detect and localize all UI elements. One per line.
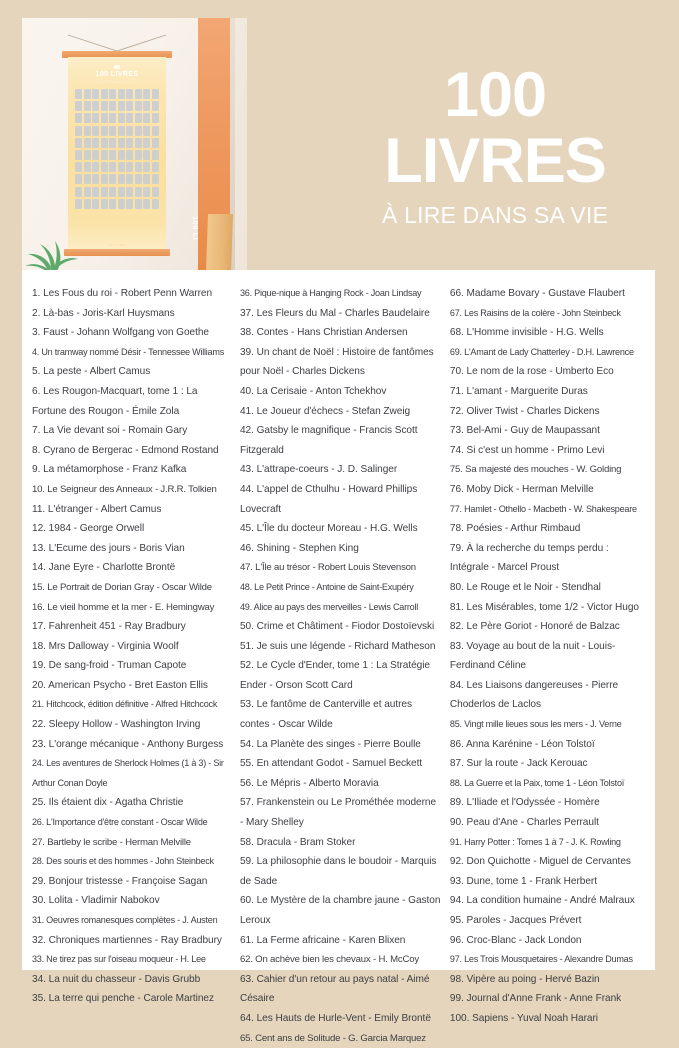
book-list-item: 91. Harry Potter : Tomes 1 à 7 - J. K. Rowling (449, 836, 621, 847)
book-list-item: 39. Un chant de Noël : Histoire de fantômes pour Noël - Charles Dickens (239, 346, 437, 378)
book-list-item: 97. Les Trois Mousquetaires - Alexandre Dumas (449, 954, 633, 965)
book-list-item: 87. Sur la route - Jack Kerouac (449, 758, 588, 770)
book-list-item: 50. Crime et Châtiment - Fiodor Dostoïevski (239, 621, 435, 633)
book-list-item: 44. L'appel de Cthulhu - Howard Phillips Lovecraft (239, 483, 420, 515)
scratch-cell (109, 150, 116, 160)
scratch-cell (101, 150, 108, 160)
book-list-item: 86. Anna Karénine - Léon Tolstoï (449, 738, 595, 750)
scratch-cell (101, 174, 108, 184)
scratch-cell (118, 126, 125, 136)
scratch-cell (118, 113, 125, 123)
poster-subtitle: À LIRE DANS SA VIE (96, 80, 138, 84)
book-list-item: 19. De sang-froid - Truman Capote (32, 660, 187, 672)
scratch-cell (92, 138, 99, 148)
scratch-cell (109, 162, 116, 172)
scratch-cell (84, 162, 91, 172)
book-list-item: 16. Le vieil homme et la mer - E. Hemingway (32, 601, 215, 613)
scratch-cell (84, 187, 91, 197)
scratch-cell (101, 199, 108, 209)
scratch-cell (84, 199, 91, 209)
scratch-cell (84, 150, 91, 160)
book-list-item: 58. Dracula - Bram Stoker (239, 836, 356, 848)
book-list-item: 34. La nuit du chasseur - Davis Grubb (32, 973, 201, 985)
book-list-item: 60. Le Mystère de la chambre jaune - Gaston Leroux (239, 895, 444, 926)
scratch-cell (118, 101, 125, 111)
book-list-item: 40. La Cerisaie - Anton Tchekhov (239, 385, 387, 397)
book-list-item: 79. À la recherche du temps perdu : Intégrale - Marcel Proust (449, 542, 612, 574)
book-list-item: 78. Poésies - Arthur Rimbaud (449, 523, 581, 535)
book-list-item: 70. Le nom de la rose - Umberto Eco (449, 366, 614, 378)
book-list-item: 9. La métamorphose - Franz Kafka (32, 464, 187, 476)
book-list-item: 65. Cent ans de Solitude - G. Garcia Marquez (239, 1032, 426, 1044)
scratch-cell (143, 113, 150, 123)
book-list-columns (22, 276, 655, 1048)
poster-footer: 100 LIVRES (106, 243, 128, 247)
scratch-cell (143, 126, 150, 136)
book-list-item: 74. Si c'est un homme - Primo Levi (449, 444, 605, 456)
scratch-cell (143, 89, 150, 99)
scratch-cell (152, 126, 159, 136)
scratch-cell (109, 199, 116, 209)
scratch-cell (143, 199, 150, 209)
book-list-item: 52. Le Cycle d'Ender, tome 1 : La Stratégie Ender - Orson Scott Card (239, 660, 433, 691)
book-list-item: 38. Contes - Hans Christian Andersen (239, 327, 408, 339)
book-list-item: 84. Les Liaisons dangereuses - Pierre Choderlos de Laclos (449, 679, 621, 711)
book-list-item: 76. Moby Dick - Herman Melville (449, 483, 594, 495)
scratch-cell (118, 138, 125, 148)
scratch-cell (143, 101, 150, 111)
scratch-cell (143, 187, 150, 197)
book-list-item: 1. Les Fous du roi - Robert Penn Warren (32, 288, 213, 299)
plant-icon (24, 233, 82, 272)
headline-livres: LIVRES (384, 125, 606, 196)
scratch-cell (135, 150, 142, 160)
scratch-cell (135, 126, 142, 136)
scratch-cell (84, 174, 91, 184)
scratch-cell (92, 199, 99, 209)
book-list-item: 59. La philosophie dans le boudoir - Marquis de Sade (239, 856, 440, 887)
book-list-item: 41. Le Joueur d'échecs - Stefan Zweig (239, 405, 411, 417)
book-list-item: 6. Les Rougon-Macquart, tome 1 : La Fortune des Rougon - Émile Zola (32, 385, 201, 417)
scratch-cell (92, 113, 99, 123)
poster-photo (22, 18, 247, 272)
headline-block (335, 60, 655, 229)
book-list-item: 71. L'amant - Marguerite Duras (449, 385, 588, 397)
poster-logo-icon (114, 65, 120, 69)
book-list-item: 28. Des souris et des hommes - John Steinbeck (32, 856, 214, 867)
book-list-item: 12. 1984 - George Orwell (32, 523, 145, 535)
poster-hanging-string-icon (62, 31, 172, 53)
scratch-cell (101, 89, 108, 99)
book-list-item: 77. Hamlet - Othello - Macbeth - W. Shakespeare (449, 503, 637, 514)
scratch-cell (118, 174, 125, 184)
scratch-cell (135, 113, 142, 123)
scratch-cell (92, 174, 99, 184)
book-list-item: 31. Oeuvres romanesques complètes - J. Austen (32, 915, 218, 925)
scratch-cell (75, 187, 82, 197)
scratch-cell (84, 113, 91, 123)
scratch-cell (126, 113, 133, 123)
book-list-item: 7. La Vie devant soi - Romain Gary (32, 425, 188, 437)
book-list-item: 37. Les Fleurs du Mal - Charles Baudelaire (239, 307, 430, 319)
scratch-cell (92, 89, 99, 99)
scratch-cell (75, 199, 82, 209)
book-list-item: 2. Là-bas - Joris-Karl Huysmans (32, 307, 175, 319)
scratch-cell (126, 162, 133, 172)
book-list-item: 35. La terre qui penche - Carole Martinez (32, 993, 214, 1005)
book-list-item: 13. L'Ecume des jours - Boris Vian (32, 542, 185, 554)
book-list-item: 69. L'Amant de Lady Chatterley - D.H. Lawrence (449, 346, 634, 357)
book-list-item: 61. La Ferme africaine - Karen Blixen (239, 934, 406, 946)
scratch-cell (126, 150, 133, 160)
scratch-cell (135, 162, 142, 172)
scratch-cell (75, 126, 82, 136)
scratch-cell (135, 138, 142, 148)
scratch-cell (135, 199, 142, 209)
book-list-item: 82. Le Père Goriot - Honoré de Balzac (449, 621, 620, 633)
scratch-cell (109, 101, 116, 111)
book-list-item: 85. Vingt mille lieues sous les mers - J. Verne (449, 719, 622, 730)
hanging-poster (68, 51, 166, 256)
scratch-cell (126, 187, 133, 197)
book-list-item: 5. La peste - Albert Camus (32, 366, 151, 378)
scratch-cell (135, 101, 142, 111)
headline-100: 100 (443, 60, 547, 130)
book-list-column-1 (32, 284, 240, 1048)
scratch-cell (152, 89, 159, 99)
scratch-cell (109, 138, 116, 148)
book-list-item: 33. Ne tirez pas sur l'oiseau moqueur - H. Lee (32, 954, 206, 965)
book-list-item: 83. Voyage au bout de la nuit - Louis-Ferdinand Céline (449, 640, 616, 672)
scratch-cell (118, 187, 125, 197)
scratch-cell (75, 162, 82, 172)
book-list-item: 54. La Planète des singes - Pierre Boulle (239, 738, 421, 750)
scratch-cell (101, 113, 108, 123)
book-list-item: 11. L'étranger - Albert Camus (32, 503, 162, 515)
scratch-cell (118, 162, 125, 172)
book-list-item: 64. Les Hauts de Hurle-Vent - Emily Brontë (239, 1012, 431, 1024)
scratch-cell (109, 126, 116, 136)
book-list-item: 30. Lolita - Vladimir Nabokov (32, 895, 160, 907)
book-list-item: 80. Le Rouge et le Noir - Stendhal (449, 581, 601, 593)
book-list-item: 57. Frankenstein ou Le Prométhée moderne - Mary Shelley (239, 797, 439, 829)
book-list-item: 49. Alice au pays des merveilles - Lewis Carroll (239, 601, 419, 612)
scratch-cell (152, 113, 159, 123)
book-list-item: 62. On achève bien les chevaux - H. McCoy (239, 954, 419, 966)
scratch-cell (143, 174, 150, 184)
scratch-cell (126, 101, 133, 111)
scratch-cell (92, 187, 99, 197)
book-list-item: 53. Le fantôme de Canterville et autres contes - Oscar Wilde (239, 699, 415, 731)
book-list-item: 92. Don Quichotte - Miguel de Cervantes (449, 856, 631, 868)
book-list-item: 17. Fahrenheit 451 - Ray Bradbury (32, 621, 186, 633)
scratch-cell (126, 126, 133, 136)
scratch-cell (152, 138, 159, 148)
scratch-grid (75, 89, 159, 209)
scratch-cell (143, 150, 150, 160)
scratch-cell (118, 150, 125, 160)
book-list-item: 81. Les Misérables, tome 1/2 - Victor Hugo (449, 601, 639, 613)
book-list-item: 66. Madame Bovary - Gustave Flaubert (449, 288, 625, 299)
scratch-cell (126, 199, 133, 209)
book-list-item: 100. Sapiens - Yuval Noah Harari (449, 1012, 598, 1024)
book-list-item: 32. Chroniques martiennes - Ray Bradbury (32, 934, 222, 946)
scratch-cell (152, 101, 159, 111)
scratch-cell (75, 150, 82, 160)
leaning-book (206, 214, 233, 272)
scratch-cell (152, 199, 159, 209)
headline-subtitle: À LIRE DANS SA VIE (381, 201, 609, 228)
scratch-cell (101, 101, 108, 111)
book-list-item: 26. L'Importance d'être constant - Oscar Wilde (32, 817, 208, 828)
book-list-item: 42. Gatsby le magnifique - Francis Scott Fitzgerald (239, 425, 421, 456)
book-list-item: 89. L'Iliade et l'Odyssée - Homère (449, 797, 600, 809)
book-list-column-3 (450, 284, 647, 1048)
book-list-item: 14. Jane Eyre - Charlotte Brontë (32, 562, 176, 574)
scratch-cell (75, 174, 82, 184)
book-list-item: 99. Journal d'Anne Frank - Anne Frank (449, 993, 622, 1005)
scratch-cell (143, 138, 150, 148)
book-list-item: 24. Les aventures de Sherlock Holmes (1 à 3) - Sir Arthur Conan Doyle (32, 758, 226, 788)
scratch-cell (101, 138, 108, 148)
book-list-item: 90. Peau d'Ane - Charles Perrault (449, 817, 599, 829)
scratch-cell (109, 113, 116, 123)
scratch-cell (152, 162, 159, 172)
book-list-item: 75. Sa majesté des mouches - W. Golding (449, 464, 622, 476)
book-list-panel (22, 270, 655, 1044)
book-list-item: 18. Mrs Dalloway - Virginia Woolf (32, 640, 179, 652)
scratch-cell (84, 89, 91, 99)
scratch-cell (109, 89, 116, 99)
book-list-item: 22. Sleepy Hollow - Washington Irving (32, 719, 201, 731)
scratch-cell (92, 150, 99, 160)
scratch-cell (126, 174, 133, 184)
book-list-item: 63. Cahier d'un retour au pays natal - Aimé Césaire (239, 973, 433, 1005)
scratch-cell (135, 187, 142, 197)
scratch-cell (101, 126, 108, 136)
book-list-item: 21. Hitchcock, édition définitive - Alfred Hitchcock (32, 699, 218, 710)
scratch-cell (126, 138, 133, 148)
scratch-cell (84, 138, 91, 148)
book-list-item: 98. Vipère au poing - Hervé Bazin (449, 973, 600, 985)
book-list-item: 4. Un tramway nommé Désir - Tennessee Williams (32, 346, 224, 357)
book-list-item: 48. Le Petit Prince - Antoine de Saint-Exupéry (239, 581, 414, 592)
book-list-item: 96. Croc-Blanc - Jack London (449, 934, 582, 946)
book-list-column-2 (240, 284, 450, 1048)
scratch-cell (84, 101, 91, 111)
scratch-cell (84, 126, 91, 136)
poster-sheet (68, 57, 166, 251)
book-list-item: 56. Le Mépris - Alberto Moravia (239, 777, 379, 789)
book-list-item: 95. Paroles - Jacques Prévert (449, 915, 582, 926)
scratch-cell (152, 174, 159, 184)
book-list-item: 20. American Psycho - Bret Easton Ellis (32, 679, 208, 691)
scratch-cell (126, 89, 133, 99)
scratch-cell (92, 162, 99, 172)
scratch-cell (109, 187, 116, 197)
hero-banner (0, 0, 679, 272)
scratch-cell (92, 101, 99, 111)
book-list-item: 94. La condition humaine - André Malraux (449, 895, 635, 907)
scratch-cell (109, 174, 116, 184)
book-list-item: 55. En attendant Godot - Samuel Beckett (239, 758, 423, 770)
book-list-item: 3. Faust - Johann Wolfgang von Goethe (32, 327, 209, 339)
book-list-item: 68. L'Homme invisible - H.G. Wells (449, 327, 604, 339)
scratch-cell (152, 187, 159, 197)
book-list-item: 45. L'Île du docteur Moreau - H.G. Wells (239, 523, 418, 535)
scratch-cell (135, 174, 142, 184)
scratch-cell (152, 150, 159, 160)
book-list-item: 73. Bel-Ami - Guy de Maupassant (449, 425, 600, 437)
book-list-item: 67. Les Raisins de la colère - John Steinbeck (449, 307, 621, 318)
book-list-item: 8. Cyrano de Bergerac - Edmond Rostand (32, 444, 219, 456)
book-spine-label: 100 LI (191, 216, 200, 241)
poster-title: 100 LIVRES (95, 71, 139, 78)
book-list-item: 15. Le Portrait de Dorian Gray - Oscar Wilde (32, 581, 212, 593)
scratch-cell (101, 162, 108, 172)
book-list-item: 10. Le Seigneur des Anneaux - J.R.R. Tolkien (32, 483, 217, 495)
book-list-item: 88. La Guerre et la Paix, tome 1 - Léon Tolstoï (449, 777, 625, 788)
book-list-item: 29. Bonjour tristesse - Françoise Sagan (32, 875, 208, 887)
book-list-item: 36. Pique-nique à Hanging Rock - Joan Lindsay (239, 288, 422, 298)
scratch-cell (135, 89, 142, 99)
scratch-cell (143, 162, 150, 172)
scratch-cell (75, 101, 82, 111)
book-list-item: 43. L'attrape-coeurs - J. D. Salinger (239, 464, 398, 476)
book-list-item: 51. Je suis une légende - Richard Matheson (239, 640, 436, 652)
book-list-item: 27. Bartleby le scribe - Herman Melville (32, 836, 191, 848)
book-list-item: 25. Ils étaient dix - Agatha Christie (32, 797, 184, 809)
scratch-cell (75, 138, 82, 148)
book-list-item: 46. Shining - Stephen King (239, 542, 359, 554)
book-list-item: 47. L'Île au trésor - Robert Louis Stevenson (239, 562, 416, 574)
scratch-cell (75, 113, 82, 123)
book-list-item: 23. L'orange mécanique - Anthony Burgess (32, 738, 224, 750)
scratch-cell (118, 199, 125, 209)
scratch-cell (101, 187, 108, 197)
book-list-item: 93. Dune, tome 1 - Frank Herbert (449, 875, 597, 887)
scratch-cell (75, 89, 82, 99)
book-list-item: 72. Oliver Twist - Charles Dickens (449, 405, 600, 417)
scratch-cell (92, 126, 99, 136)
scratch-cell (118, 89, 125, 99)
